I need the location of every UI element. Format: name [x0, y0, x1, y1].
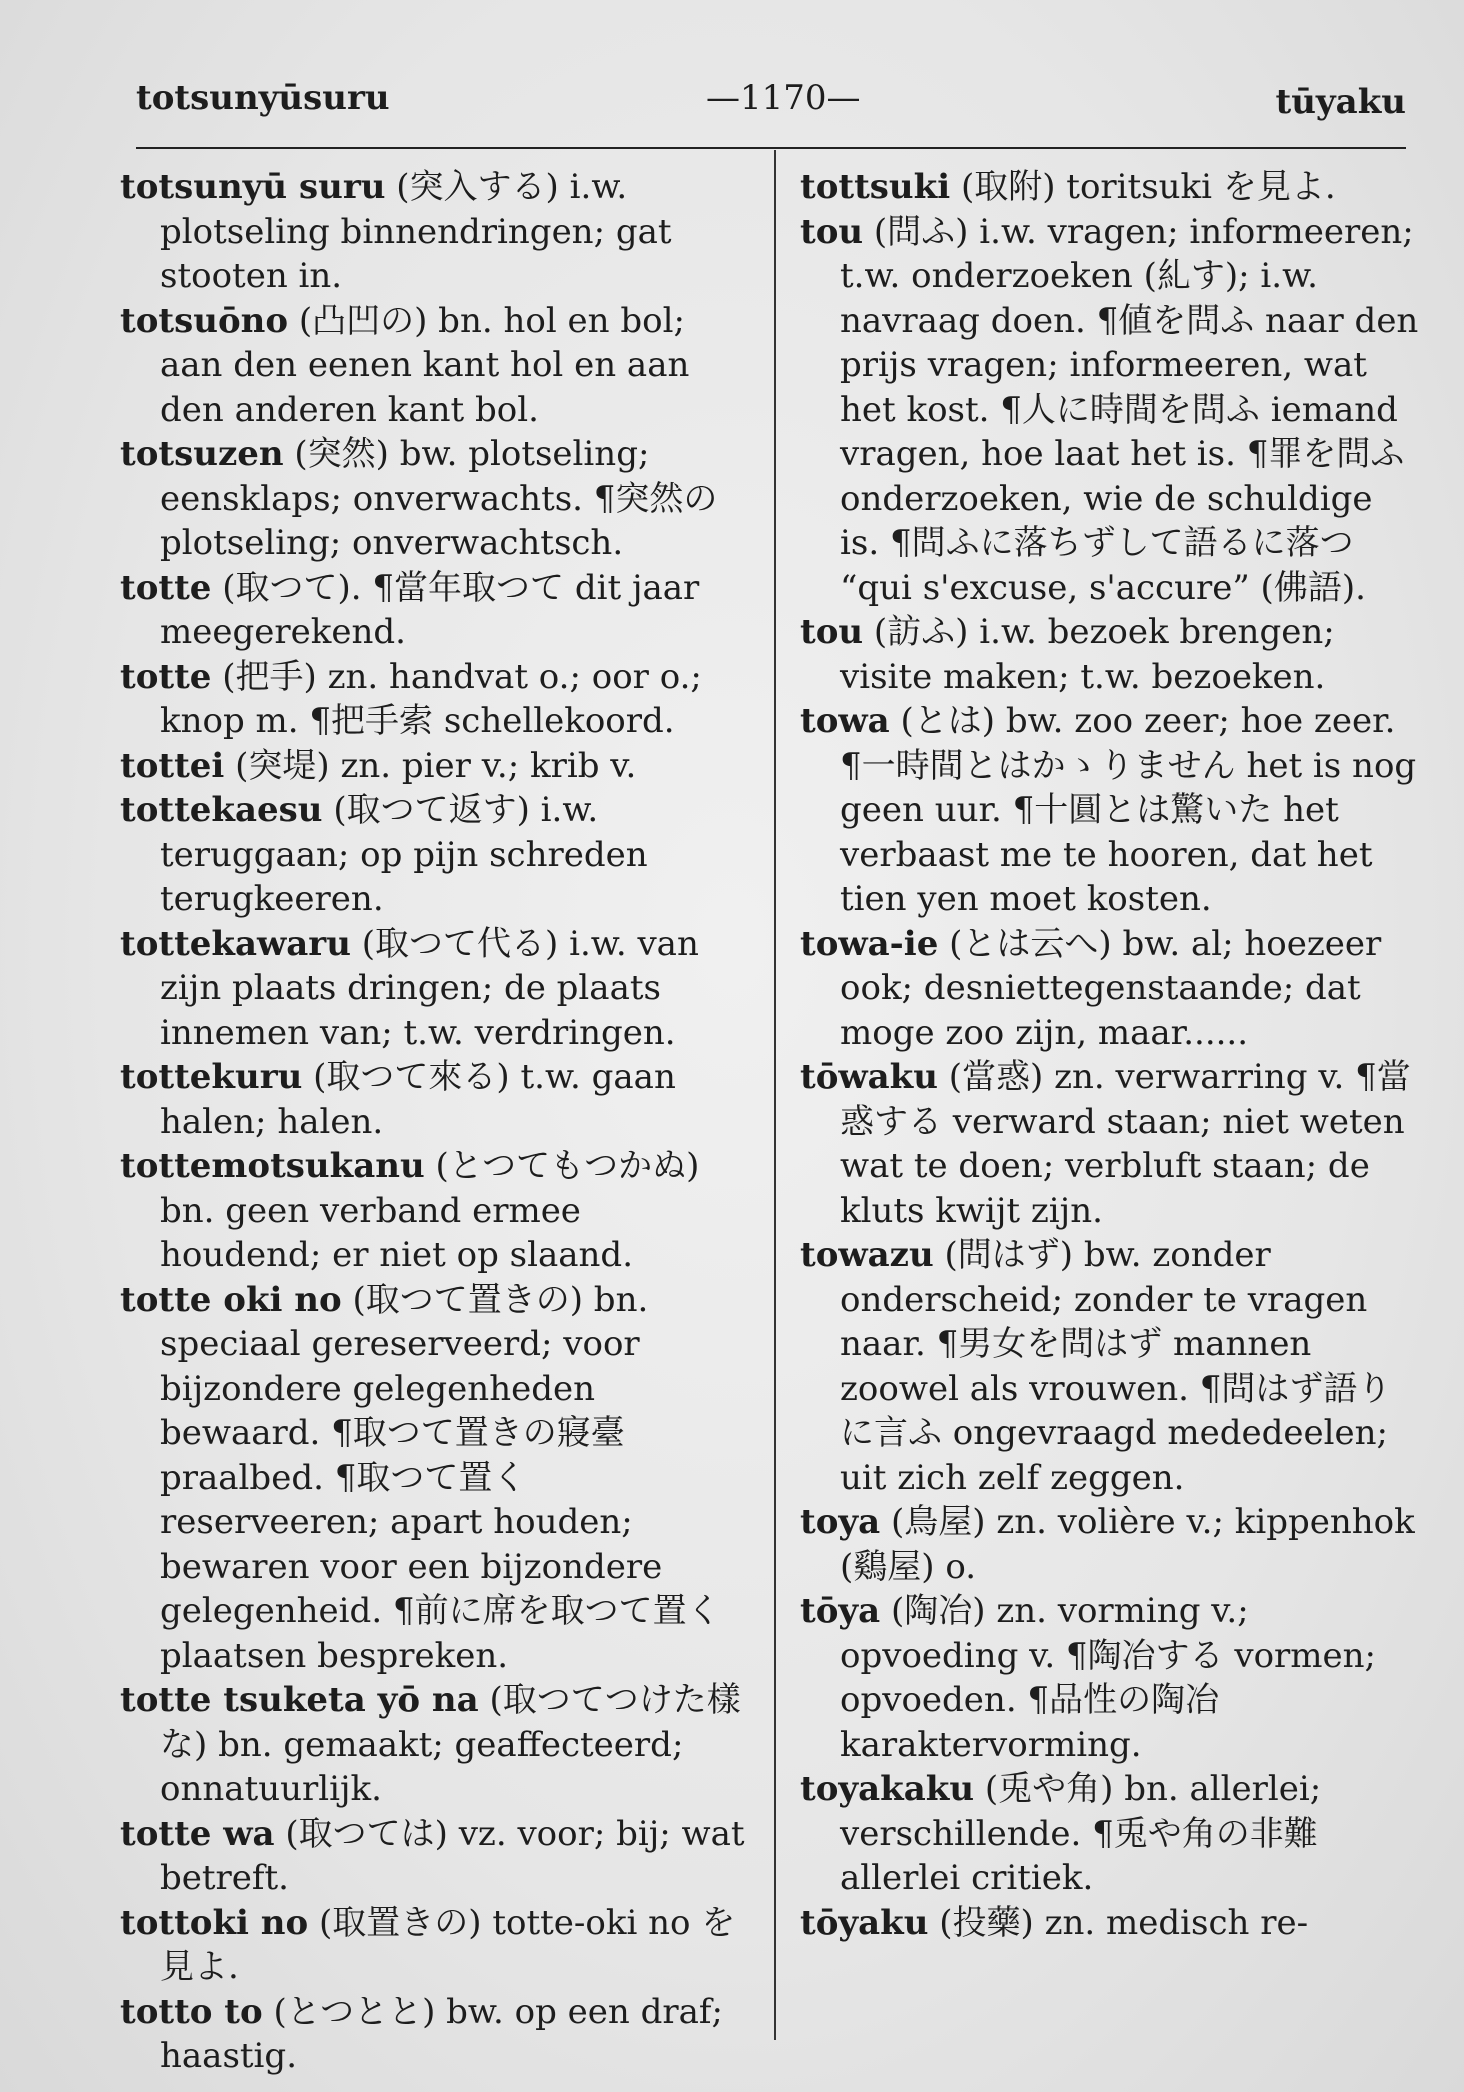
dictionary-entry — [120, 1990, 750, 2079]
dictionary-entry — [120, 744, 750, 789]
definition: (取つて置きの) bn. speciaal gereserveerd; voor bijzondere gelegenheden bewaard. ¶取つて置きの寢臺 praalbed. ¶取つて置く reserveeren; apart houden; bewaren voor een bijzondere gelegenheid. ¶前に席を取つて置く plaatsen bespreken. — [160, 1279, 721, 1676]
definition: (突入する) i.w. plotseling binnendringen; gat stooten in. — [160, 167, 672, 296]
dictionary-entry — [120, 299, 750, 433]
headword: tottei — [120, 745, 225, 786]
headword: totto to — [120, 1991, 263, 2032]
headword: totte — [120, 656, 212, 697]
headword: tottsuki — [800, 167, 951, 207]
headword: towa-ie — [800, 923, 939, 964]
header-right-guideword: tūyaku — [1275, 82, 1406, 122]
definition: (取置きの) totte-oki no を見よ. — [160, 1902, 736, 1987]
dictionary-entry — [800, 210, 1420, 611]
definition: (取附) toritsuki を見よ. — [960, 167, 1336, 207]
headword: tottekaesu — [120, 790, 323, 830]
right-column — [800, 165, 1420, 1945]
definition: (凸凹の) bn. hol en bol; aan den eenen kant hol en aan den anderen kant bol. — [160, 300, 690, 430]
dictionary-entry — [800, 699, 1420, 922]
page-header — [136, 70, 1406, 130]
dictionary-entry — [800, 1233, 1420, 1500]
dictionary-entry — [800, 1901, 1420, 1946]
headword: totsuōno — [120, 300, 289, 341]
definition: (とつとと) bw. op een draf; haastig. — [160, 1991, 723, 2076]
definition: (鳥屋) zn. volière v.; kippenhok (鷄屋) o. — [840, 1502, 1415, 1587]
definition: (訪ふ) i.w. bezoek brengen; visite maken; t.w. bezoeken. — [840, 612, 1335, 697]
column-divider — [774, 150, 776, 2040]
dictionary-entry — [120, 1144, 750, 1278]
dictionary-entry — [120, 655, 750, 744]
dictionary-entry — [120, 432, 750, 566]
headword: tottekawaru — [120, 923, 351, 964]
headword: tou — [800, 612, 864, 652]
definition: (把手) zn. handvat o.; oor o.; knop m. ¶把手索 schellekoord. — [160, 656, 702, 741]
header-rule — [136, 147, 1406, 149]
definition: (とは) bw. zoo zeer; hoe zeer. ¶一時間とはかゝりません het is nog geen uur. ¶十圓とは驚いた het verbaast me te hooren, dat het tien yen moet kosten. — [840, 701, 1417, 919]
headword: totte tsuketa yō na — [120, 1680, 479, 1720]
dictionary-entry — [800, 1767, 1420, 1901]
dictionary-entry — [800, 610, 1420, 699]
definition: (投藥) zn. medisch re- — [939, 1902, 1309, 1943]
headword: toya — [800, 1502, 881, 1542]
definition: (取つてつけた樣な) bn. gemaakt; geaffecteerd; onnatuurlijk. — [160, 1680, 741, 1809]
headword: totsuzen — [120, 434, 284, 474]
headword: tottemotsukanu — [120, 1146, 425, 1186]
headword: towa — [800, 701, 890, 741]
definition: (突然) bw. plotseling; eensklaps; onverwachts. ¶突然の plotseling; onverwachtsch. — [160, 434, 718, 563]
dictionary-entry — [800, 1055, 1420, 1233]
dictionary-entry — [120, 922, 750, 1056]
dictionary-entry — [120, 1812, 750, 1901]
headword: tōyaku — [800, 1902, 929, 1943]
definition: (問はず) bw. zonder onderscheid; zonder te vragen naar. ¶男女を問はず mannen zoowel als vrouwen. ¶問はず語りに言ふ ongevraagd mededeelen; uit zich zelf zeggen. — [840, 1235, 1392, 1498]
dictionary-entry — [120, 165, 750, 299]
header-left-guideword: totsunyūsuru — [136, 78, 390, 118]
headword: totte oki no — [120, 1279, 342, 1320]
definition: (問ふ) i.w. vragen; informeeren; t.w. onderzoeken (糺す); i.w. navraag doen. ¶値を問ふ naar den prijs vragen; informeeren, wat het kost. ¶人に時間を問ふ iemand vragen, hoe laat het is. ¶罪を問ふ onderzoeken, wie de schuldige is. ¶問ふに落ちずして語るに落つ “qui s'excuse, s'accure” (佛語). — [840, 211, 1419, 608]
dictionary-entry — [120, 1678, 750, 1812]
headword: tou — [800, 211, 864, 252]
definition: (兎や角) bn. allerlei; verschillende. ¶兎や角の非難 allerlei critiek. — [840, 1769, 1322, 1898]
definition: (突堤) zn. pier v.; krib v. — [235, 745, 637, 786]
left-column — [120, 165, 750, 2079]
page-number: —1170— — [706, 78, 861, 118]
headword: toyakaku — [800, 1769, 975, 1809]
headword: tōwaku — [800, 1057, 938, 1097]
definition: (陶冶) zn. vorming v.; opvoeding v. ¶陶冶する vormen; opvoeden. ¶品性の陶冶 karaktervorming. — [840, 1591, 1377, 1765]
headword: totte wa — [120, 1813, 275, 1854]
headword: towazu — [800, 1235, 934, 1275]
headword: tottoki no — [120, 1902, 309, 1943]
dictionary-entry — [120, 566, 750, 655]
dictionary-entry — [800, 922, 1420, 1056]
definition: (とつてもつかぬ) bn. geen verband ermee houdend; er niet op slaand. — [160, 1146, 700, 1275]
dictionary-entry — [120, 1278, 750, 1679]
dictionary-entry — [800, 1589, 1420, 1767]
definition: (取つて代る) i.w. van zijn plaats dringen; de plaats innemen van; t.w. verdringen. — [160, 923, 699, 1053]
headword: tottekuru — [120, 1057, 303, 1097]
headword: tōya — [800, 1591, 881, 1631]
definition: (取つて). ¶當年取つて dit jaar meegerekend. — [160, 567, 700, 652]
dictionary-entry — [800, 165, 1420, 210]
dictionary-entry — [120, 788, 750, 922]
definition: (とは云へ) bw. al; hoezeer ook; desniettegenstaande; dat moge zoo zijn, maar...... — [840, 923, 1382, 1053]
definition: (取つて返す) i.w. teruggaan; op pijn schreden terugkeeren. — [160, 790, 648, 919]
dictionary-entry — [800, 1500, 1420, 1589]
headword: totte — [120, 567, 212, 608]
headword: totsunyū suru — [120, 167, 386, 207]
dictionary-entry — [120, 1901, 750, 1990]
dictionary-entry — [120, 1055, 750, 1144]
definition: (當惑) zn. verwarring v. ¶當惑する verward staan; niet weten wat te doen; verbluft staan; de kluts kwijt zijn. — [840, 1057, 1411, 1231]
definition: (取つて來る) t.w. gaan halen; halen. — [160, 1057, 676, 1142]
definition: (取つては) vz. voor; bij; wat betreft. — [160, 1813, 745, 1898]
